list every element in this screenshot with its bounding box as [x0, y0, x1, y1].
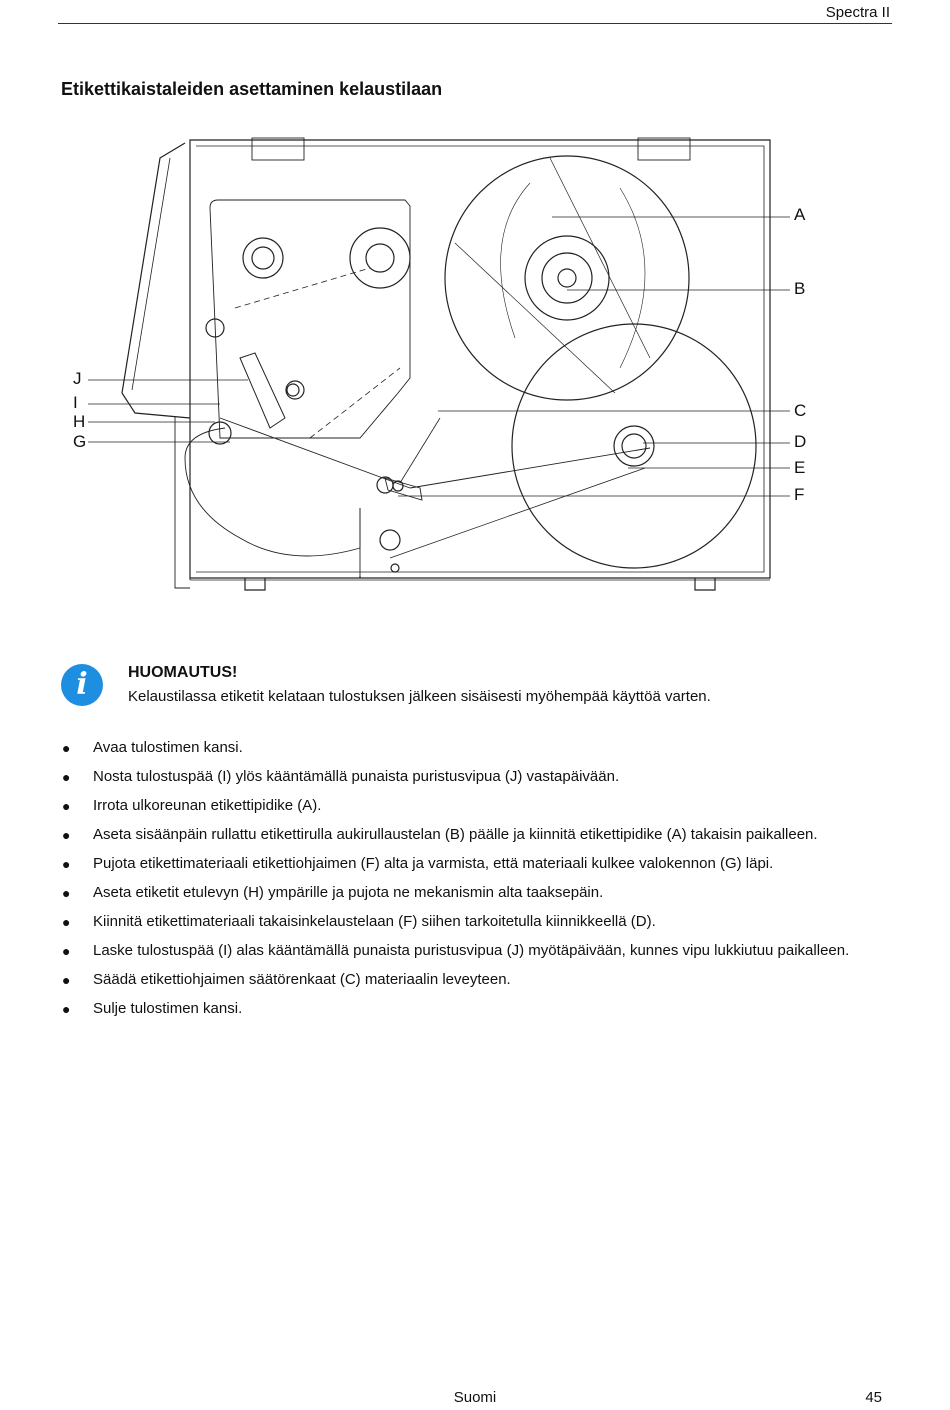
list-item	[60, 970, 880, 999]
list-item	[60, 738, 880, 767]
step-text: Irrota ulkoreunan etikettipidike (A).	[93, 797, 322, 814]
step-text: Säädä etikettiohjaimen säätörenkaat (C) materiaalin leveyteen.	[93, 971, 511, 988]
step-text: Pujota etikettimateriaali etikettiohjaimen (F) alta ja varmista, että materiaali kulkee valokennon (G) läpi.	[93, 855, 774, 872]
bullet-icon: ●	[62, 885, 71, 901]
section-title: Etikettikaistaleiden asettaminen kelaustilaan	[61, 79, 443, 99]
callout-e: E	[794, 458, 806, 477]
callout-i: I	[73, 393, 78, 412]
bullet-icon: ●	[62, 972, 71, 988]
footer-language: Suomi	[453, 1389, 497, 1406]
callout-b: B	[794, 279, 806, 298]
step-text: Aseta sisäänpäin rullattu etikettirulla aukirullaustelan (B) päälle ja kiinnitä etikettipidike (A) takaisin paikalleen.	[93, 826, 818, 843]
list-item	[60, 796, 880, 825]
bullet-icon: ●	[62, 740, 71, 756]
callout-h: H	[73, 412, 86, 431]
printer-mechanism-drawing	[60, 128, 820, 610]
step-text: Sulje tulostimen kansi.	[93, 1000, 243, 1017]
list-item	[60, 912, 880, 941]
callout-g: G	[73, 432, 87, 451]
callout-j: J	[73, 369, 82, 388]
step-text: Kiinnitä etikettimateriaali takaisinkelaustelaan (F) siihen tarkoitetulla kiinnikkeellä (D).	[93, 913, 656, 930]
printer-diagram	[60, 128, 820, 610]
note-text: Kelaustilassa etiketit kelataan tulostuksen jälkeen sisäisesti myöhempää käyttöä varten.	[128, 688, 711, 705]
note-heading: HUOMAUTUS!	[128, 664, 238, 681]
callout-c: C	[794, 401, 807, 420]
list-item	[60, 999, 880, 1028]
header-title: Spectra II	[825, 4, 890, 21]
list-item	[60, 883, 880, 912]
list-item	[60, 767, 880, 796]
bullet-icon: ●	[62, 943, 71, 959]
callout-f: F	[794, 485, 805, 504]
step-text: Avaa tulostimen kansi.	[93, 739, 243, 756]
callout-d: D	[794, 432, 807, 451]
bullet-icon: ●	[62, 827, 71, 843]
info-icon: i	[61, 664, 103, 706]
callout-a: A	[794, 205, 806, 224]
step-text: Nosta tulostuspää (I) ylös kääntämällä punaista puristusvipua (J) vastapäivään.	[93, 768, 620, 785]
bullet-icon: ●	[62, 769, 71, 785]
bullet-icon: ●	[62, 1001, 71, 1017]
bullet-icon: ●	[62, 914, 71, 930]
instruction-list	[60, 738, 880, 1028]
list-item	[60, 825, 880, 854]
header-rule	[58, 23, 892, 24]
bullet-icon: ●	[62, 798, 71, 814]
bullet-icon: ●	[62, 856, 71, 872]
step-text: Aseta etiketit etulevyn (H) ympärille ja pujota ne mekanismin alta taaksepäin.	[93, 884, 604, 901]
page-number: 45	[865, 1389, 882, 1406]
step-text: Laske tulostuspää (I) alas kääntämällä punaista puristusvipua (J) myötäpäivään, kunnes vipu lukkiutuu paikalleen.	[93, 942, 850, 959]
list-item	[60, 941, 880, 970]
list-item	[60, 854, 880, 883]
